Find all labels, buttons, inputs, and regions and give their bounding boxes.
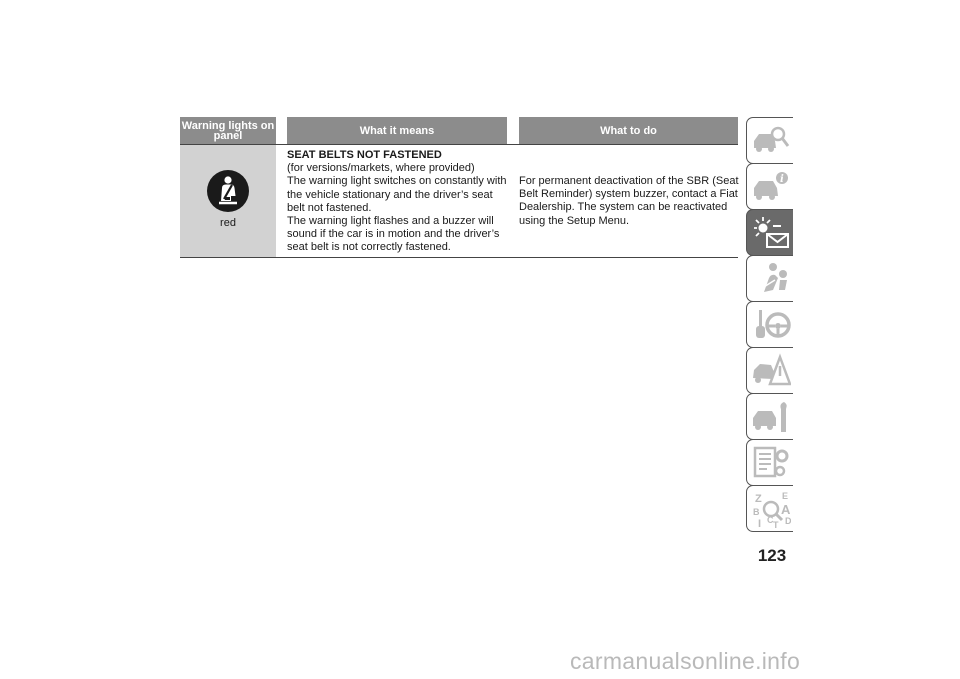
tab-maintenance[interactable] [746, 393, 793, 440]
index-letter: T [773, 520, 779, 528]
tab-starting-driving[interactable] [746, 301, 793, 348]
tab-car-search[interactable] [746, 117, 793, 164]
header-what-it-means: What it means [287, 117, 507, 144]
seat-belt-icon [207, 170, 249, 212]
action-text: For permanent deactivation of the SBR (Seat Belt Reminder) system buzzer, contact a Fiat Dealership. The system can be reactivated using the Setup Menu. [519, 175, 739, 227]
warning-title: SEAT BELTS NOT FASTENED [287, 149, 442, 161]
index-letter: Z [755, 493, 762, 505]
tab-index[interactable] [746, 485, 793, 532]
key-steering-wheel-icon [751, 306, 791, 344]
tab-car-info[interactable] [746, 163, 793, 210]
technical-data-icon [751, 444, 791, 482]
car-info-icon [751, 168, 791, 206]
table-bottom-rule [180, 257, 738, 258]
warning-light-message-icon [751, 214, 791, 252]
index-letter: E [782, 491, 789, 501]
meaning-text-2: The warning light flashes and a buzzer will sound if the car is in motion and the driver’s seat belt is not correctly fastened. [287, 215, 500, 254]
tab-emergency[interactable] [746, 347, 793, 394]
index-letter: I [758, 518, 762, 528]
header-what-to-do: What to do [519, 117, 738, 144]
car-magnifier-icon [751, 122, 791, 160]
header-warning-lights: Warning lights on panel [180, 117, 276, 144]
index-letter: A [781, 502, 791, 517]
meaning-cell [287, 149, 509, 255]
color-label: red [220, 217, 236, 229]
index-letter: C [767, 515, 774, 525]
warning-subtitle: (for versions/markets, where provided) [287, 162, 475, 175]
svg-text:i: i [780, 174, 784, 185]
index-letter: D [785, 516, 791, 526]
meaning-text-1: The warning light switches on constantly with the vehicle stationary and the driver’s seat belt not fastened. [287, 175, 507, 214]
index-letter: B [753, 507, 760, 517]
passenger-airbag-icon [751, 260, 791, 298]
table-row [180, 144, 738, 259]
tab-safety[interactable] [746, 255, 793, 302]
tab-warning-lights[interactable] [746, 209, 793, 256]
footer-watermark: carmanualsonline.info [570, 648, 801, 674]
icon-cell [180, 145, 276, 258]
alphabetical-index-icon [751, 490, 791, 528]
tab-technical-data[interactable] [746, 439, 793, 486]
car-maintenance-wrench-icon [751, 398, 791, 436]
car-breakdown-triangle-icon [751, 352, 791, 390]
page-number: 123 [757, 546, 787, 565]
